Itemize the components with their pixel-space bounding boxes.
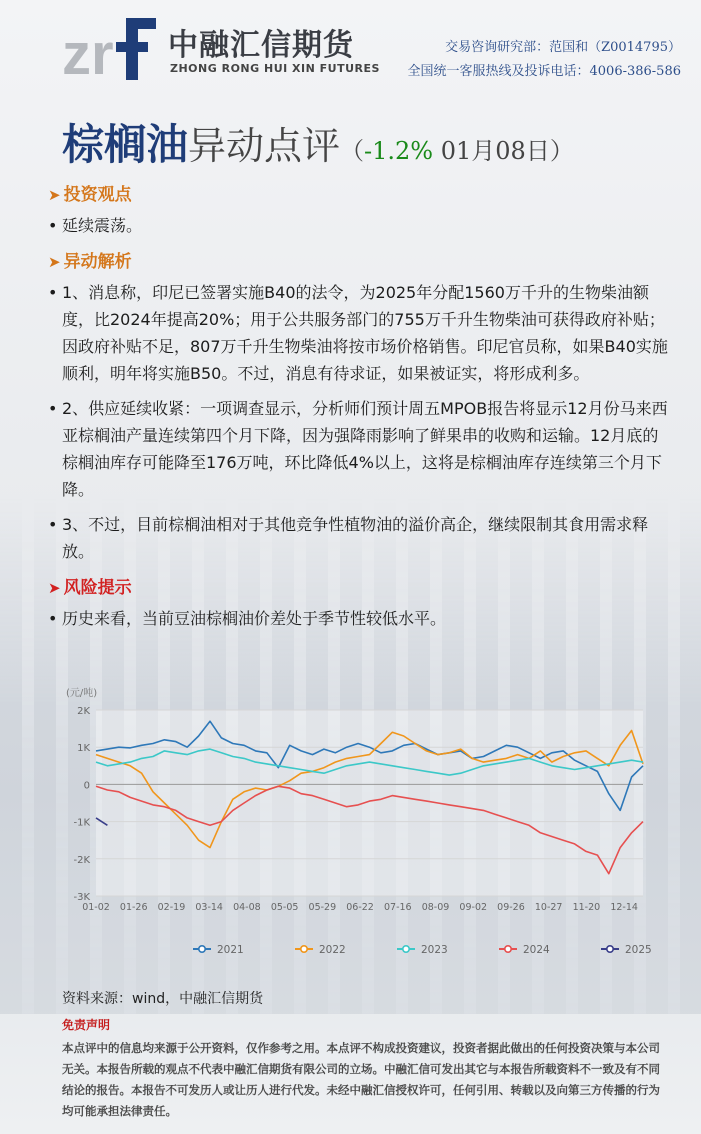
x-tick-label: 10-27 xyxy=(534,902,563,913)
x-tick-label: 12-14 xyxy=(610,902,638,913)
x-tick-label: 09-26 xyxy=(497,902,525,913)
svg-text:zr: zr xyxy=(62,22,114,84)
y-tick-label: -1K xyxy=(73,817,90,829)
list-item: • 3、不过，目前棕榈油相对于其他竞争性植物油的溢价高企，继续限制其食用需求释放。 xyxy=(48,511,673,565)
analyst-line: 交易咨询研究部：范国和（Z0014795） xyxy=(445,40,681,55)
title-commodity: 棕榈油 xyxy=(62,120,189,169)
data-source: 资料来源：wind，中融汇信期货 xyxy=(62,991,264,1007)
y-axis-label: (元/吨) xyxy=(66,688,98,699)
section-heading-risk: ➤ 风险提示 xyxy=(48,578,132,598)
x-tick-label: 05-29 xyxy=(308,902,337,913)
hotline-line: 全国统一客服热线及投诉电话：4006-386-586 xyxy=(407,64,681,79)
page-title xyxy=(62,112,574,172)
legend-label-2022: 2022 xyxy=(319,944,346,956)
disclaimer-title: 免责声明 xyxy=(62,1018,111,1032)
chevron-right-icon: ➤ xyxy=(48,579,61,597)
chevron-right-icon: ➤ xyxy=(48,186,61,204)
spread-chart xyxy=(58,684,658,974)
contact-info xyxy=(408,36,682,84)
section-heading-analysis: ➤ 异动解析 xyxy=(48,252,132,272)
list-item: • 2、供应延续收紧：一项调查显示，分析师们预计周五MPOB报告将显示12月份马来西亚棕榈油产量连续第四个月下降，因为强降雨影响了鲜果串的收购和运输。12月底的棕榈油库存可能降至176万吨，环比降低4%以上，这将是棕榈油库存连续第三个月下降。 xyxy=(48,395,673,503)
company-logo-icon xyxy=(60,12,160,84)
y-tick-label: -3K xyxy=(73,892,90,903)
x-tick-label: 11-20 xyxy=(572,902,601,913)
y-tick-label: 2K xyxy=(77,706,90,717)
x-tick-label: 08-09 xyxy=(421,902,450,913)
legend-marker-2023 xyxy=(403,946,409,952)
x-tick-label: 01-02 xyxy=(82,902,110,913)
x-tick-label: 07-16 xyxy=(383,902,412,913)
legend-marker-2024 xyxy=(505,946,511,952)
x-tick-label: 05-05 xyxy=(270,902,299,913)
plot-area xyxy=(96,710,643,896)
x-tick-label: 09-02 xyxy=(459,902,488,913)
legend-marker-2021 xyxy=(199,946,205,952)
title-open-paren: （ xyxy=(340,137,365,165)
report-content xyxy=(48,180,673,640)
company-name-cn: 中融汇信期货 xyxy=(168,28,354,63)
chevron-right-icon: ➤ xyxy=(48,253,61,271)
legend-label-2024: 2024 xyxy=(523,944,550,956)
legend-label-2025: 2025 xyxy=(625,944,652,956)
section-heading-view: ➤ 投资观点 xyxy=(48,185,132,205)
list-item: • 历史来看，当前豆油棕榈油价差处于季节性较低水平。 xyxy=(48,605,673,632)
title-close-paren: ） xyxy=(549,137,574,165)
list-item: • 延续震荡。 xyxy=(48,212,673,239)
list-item: • 1、消息称，印尼已签署实施B40的法令，为2025年分配1560万千升的生物柴油额度，比2024年提高20%；用于公共服务部门的755万千升生物柴油可获得政府补贴；因政府补贴不足，807万千升生物柴油将按市场价格销售。印尼官员称，如果B40实施顺利，明年将实施B50。不过，消息有待求证，如果被证实，将形成利多。 xyxy=(48,279,673,387)
y-tick-label: 1K xyxy=(77,743,90,755)
legend-label-2023: 2023 xyxy=(421,944,448,956)
header xyxy=(0,0,701,100)
x-tick-label: 06-22 xyxy=(346,902,374,913)
price-change: -1.2% xyxy=(364,137,434,165)
y-tick-label: -2K xyxy=(73,854,90,866)
company-name-en: ZHONG RONG HUI XIN FUTURES xyxy=(170,62,380,75)
legend-marker-2025 xyxy=(607,946,613,952)
legend-label-2021: 2021 xyxy=(217,944,244,956)
x-tick-label: 04-08 xyxy=(233,902,261,913)
y-tick-label: 0 xyxy=(83,780,90,792)
legend-marker-2022 xyxy=(301,946,307,952)
x-tick-label: 03-14 xyxy=(195,902,223,913)
x-tick-label: 01-26 xyxy=(119,902,148,913)
title-date: 01月08日 xyxy=(433,137,550,165)
disclaimer-text: 本点评中的信息均来源于公开资料，仅作参考之用。本点评不构成投资建议，投资者据此做出的任何投资决策与本公司无关。本报告所载的观点不代表中融汇信期货有限公司的立场。中融汇信可发出其它与本报告所载资料不一致及有不同结论的报告。本报告不可发历人或让历人进行代发。未经中融汇信授权许可，任何引用、转载以及向第三方传播的行为均可能承担法律责任。 xyxy=(62,1041,660,1118)
x-tick-label: 02-19 xyxy=(157,902,186,913)
title-subtitle: 异动点评 xyxy=(188,124,341,168)
